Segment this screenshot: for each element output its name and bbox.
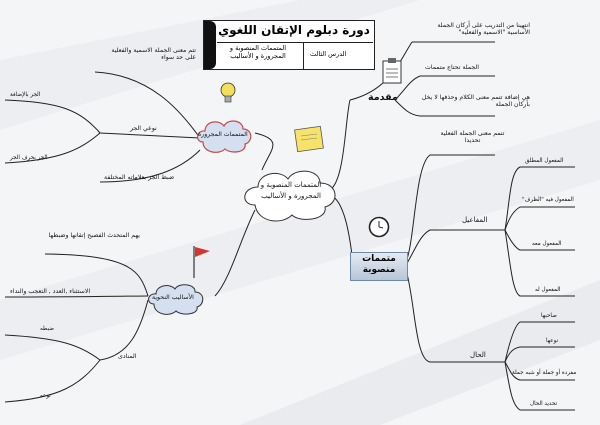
muqaddima-item-1: انتهينا من التدريب على أركان الجملة الأساسية "الاسمية والفعلية" — [437, 22, 530, 37]
clock-icon — [368, 216, 390, 238]
hal-item-4: تحديد الحال — [530, 401, 558, 407]
munada-sub-2: نوعه — [40, 393, 51, 399]
mafaeel-item-2: المفعول فيه "الظرف" — [522, 197, 574, 203]
jarr-label: المتممات المجرورة — [198, 131, 248, 138]
page-title: دورة دبلوم الإتقان اللغوي — [218, 23, 370, 37]
lightbulb-icon — [218, 80, 238, 106]
muqaddima-label[interactable]: مقدمة — [368, 92, 398, 103]
asalib-label: الأساليب النحوية — [152, 294, 194, 301]
clipboard-icon — [380, 57, 404, 85]
mafaeel-item-1: المفعول المطلق — [525, 158, 564, 164]
title-divider — [217, 42, 373, 43]
asalib-munada: المنادى — [118, 353, 137, 360]
asalib-purpose: يهم المتحدث الفصيح إتقانها وضبطها — [48, 232, 140, 239]
muqaddima-item-2: الجملة تحتاج متممات — [425, 64, 479, 71]
jarr-top-note: تتم معنى الجملة الاسمية والفعلية على حد سواء — [111, 47, 196, 62]
mafaeel-item-3: المفعول معه — [532, 241, 562, 247]
hal-item-1: صاحبها — [541, 313, 557, 319]
sticky-note-icon — [292, 124, 326, 154]
hal-item-3: مفردة أو جملة أو شبه جملة — [512, 370, 577, 376]
hal-label[interactable]: الحال — [470, 351, 486, 359]
jarr-signs: ضبط الجر بعلاماته المختلفة — [104, 174, 175, 181]
mafaeel-label[interactable]: المفاعيل — [462, 216, 488, 224]
title-box-tab — [204, 21, 216, 69]
flag-icon — [190, 244, 212, 280]
mafaeel-item-4: المفعول له — [535, 287, 561, 293]
muqaddima-item-3: هي إضافة تتمم معنى الكلام وحذفها لا يخل بأركان الجملة — [421, 94, 530, 109]
lesson-label: الدرس الثالث — [310, 50, 347, 58]
jarr-type-1: الجر بالإضافة — [10, 92, 41, 98]
asalib-types: الاستثناء ,العدد , التعجب والنداء — [10, 288, 91, 295]
mutammimat-note: تتمم معنى الجملة الفعلية تحديدا — [440, 130, 505, 145]
topic-label: المتممات المنصوبة و المجرورة و الأساليب — [229, 44, 287, 61]
jarr-type-2: الجر بحرف الجر — [10, 155, 48, 161]
title-col-divider — [303, 42, 304, 69]
munada-sub-1: ضبطه — [40, 326, 55, 332]
center-label: المتممات المنصوبة و المجرورة و الأساليب — [260, 181, 322, 201]
hal-item-2: نوعها — [546, 338, 559, 344]
mutammimat-box[interactable] — [350, 252, 408, 281]
mutammimat-label: متممات منصوبة — [362, 254, 396, 275]
jarr-types-label: نوعي الجر — [130, 125, 157, 132]
